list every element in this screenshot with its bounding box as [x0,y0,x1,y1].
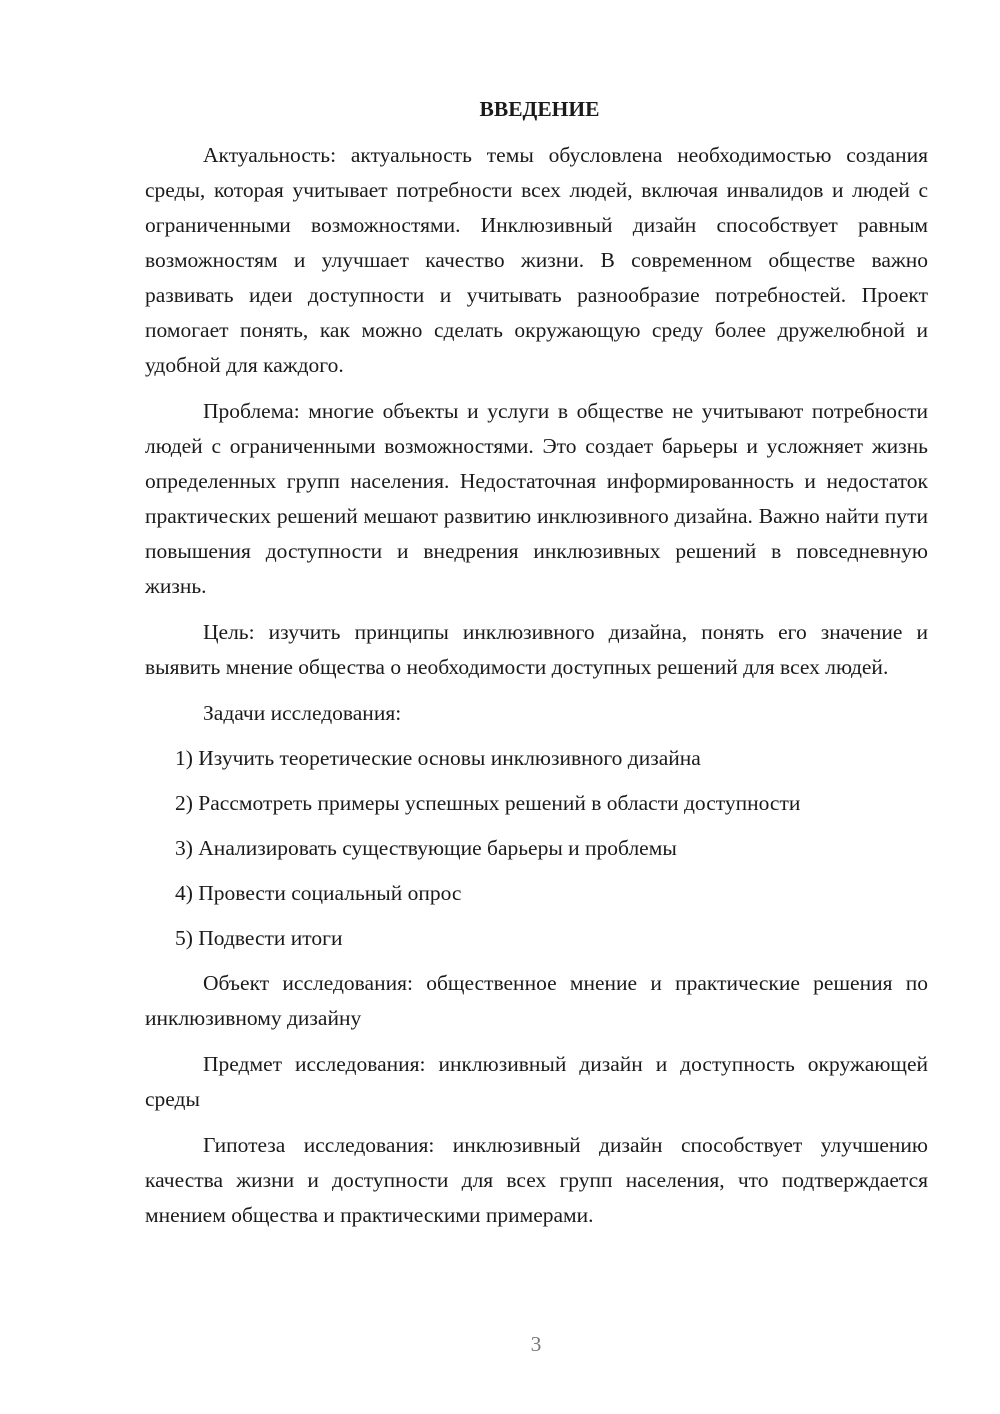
list-item: 4) Провести социальный опрос [175,881,462,905]
list-item: 1) Изучить теоретические основы инклюзивного дизайна [175,746,701,770]
paragraph-problem: Проблема: многие объекты и услуги в обществе не учитывают потребности людей с ограниченными возможностями. Это создает барьеры и усложняет жизнь определенных групп населения. Недостаточная информированность и недостаток практических решений мешают развитию инклюзивного дизайна. Важно найти пути повышения доступности и внедрения инклюзивных решений в повседневную жизнь. [145,399,928,598]
page-title: ВВЕДЕНИЕ [479,97,600,121]
tasks-heading: Задачи исследования: [203,701,402,725]
tasks-list [145,741,928,956]
page-content [145,92,928,1244]
paragraph-hypothesis: Гипотеза исследования: инклюзивный дизайн способствует улучшению качества жизни и доступности для всех групп населения, что подтверждается мнением общества и практическими примерами. [145,1133,928,1227]
list-item: 2) Рассмотреть примеры успешных решений в области доступности [175,791,801,815]
paragraph-object: Объект исследования: общественное мнение и практические решения по инклюзивному дизайну [145,971,928,1030]
page-number: 3 [530,1332,542,1356]
paragraph-relevance: Актуальность: актуальность темы обусловлена необходимостью создания среды, которая учитывает потребности всех людей, включая инвалидов и людей с ограниченными возможностями. Инклюзивный дизайн способствует равным возможностям и улучшает качество жизни. В современном обществе важно развивать идеи доступности и учитывать разнообразие потребностей. Проект помогает понять, как можно сделать окружающую среду более дружелюбной и удобной для каждого. [145,143,928,377]
paragraph-goal: Цель: изучить принципы инклюзивного дизайна, понять его значение и выявить мнение общества о необходимости доступных решений для всех людей. [145,620,928,679]
list-item: 3) Анализировать существующие барьеры и проблемы [175,836,677,860]
list-item: 5) Подвести итоги [175,926,343,950]
paragraph-subject: Предмет исследования: инклюзивный дизайн и доступность окружающей среды [145,1052,928,1111]
